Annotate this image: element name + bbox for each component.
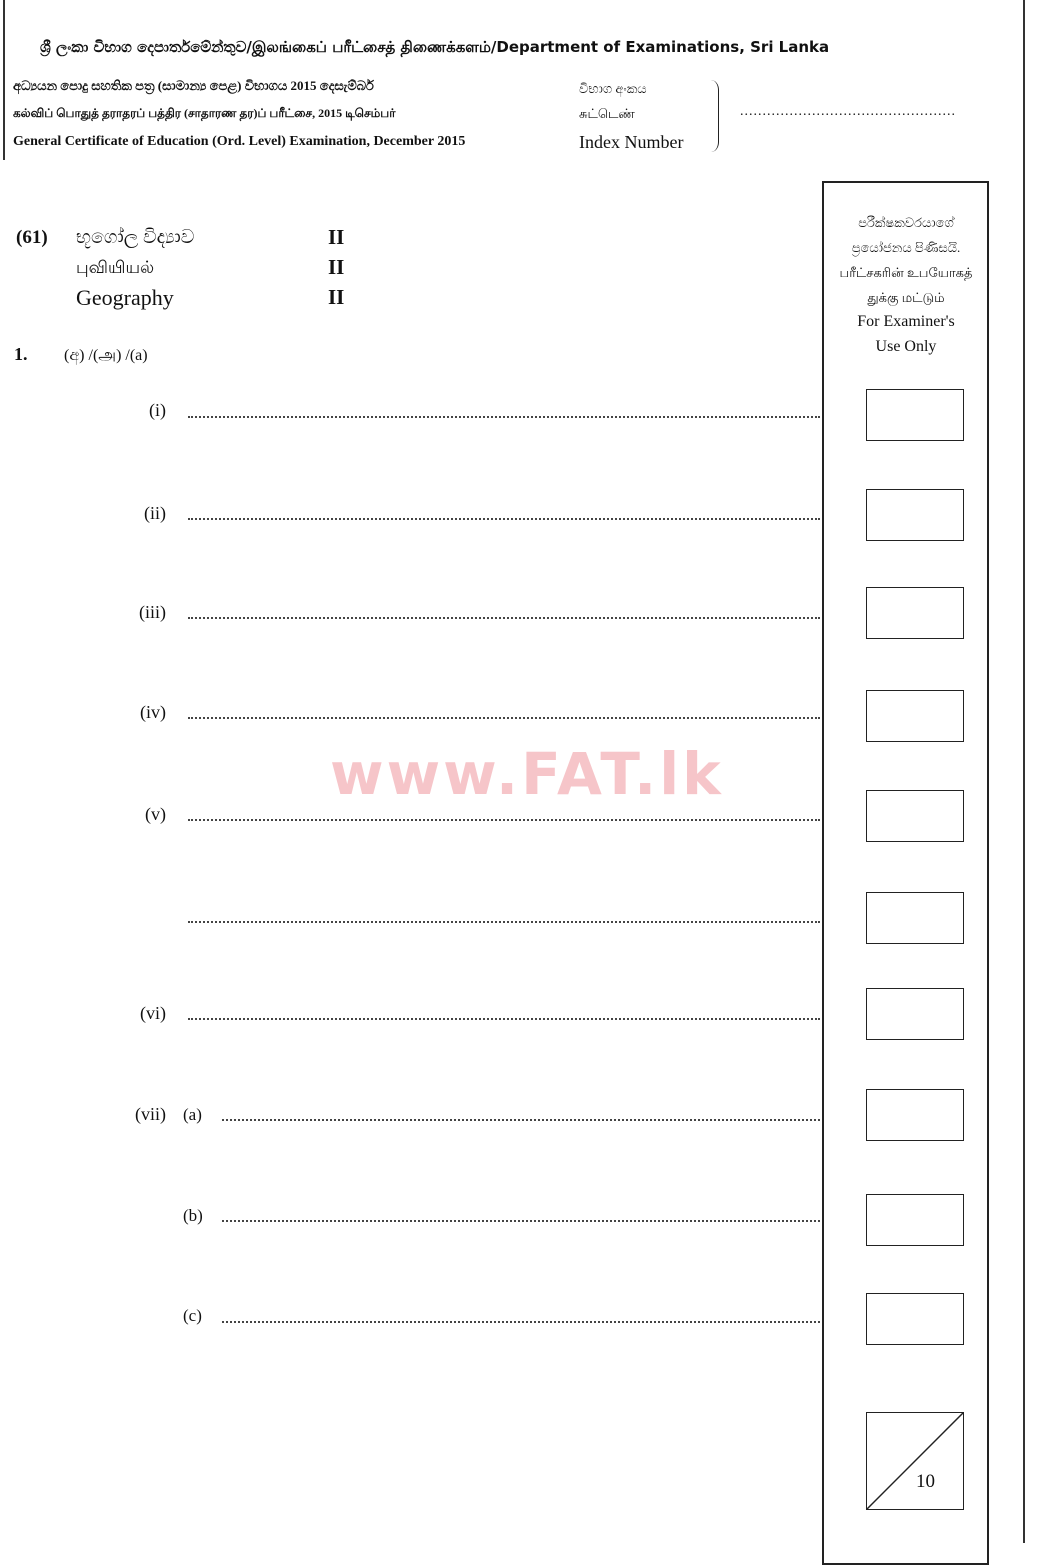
examiner-label-en-1: For Examiner's — [857, 313, 955, 330]
answer-line-i[interactable] — [188, 416, 820, 418]
watermark: www.FAT.lk — [330, 740, 724, 808]
total-marks-box[interactable] — [866, 1412, 964, 1510]
index-number-label-sinhala: විභාග අංකය — [579, 81, 647, 96]
subject-name-sinhala: භූගෝල විද්‍යාව — [76, 227, 195, 248]
examiner-label-ta-2: துக்கு மட்டும் — [867, 290, 945, 305]
right-page-border — [1023, 0, 1025, 1543]
item-label-ii: (ii) — [144, 503, 166, 523]
exam-name-english: General Certificate of Education (Ord. Level) Examination, December 2015 — [13, 134, 466, 149]
item-label-v: (v) — [145, 804, 166, 824]
answer-line-vii-c[interactable] — [222, 1321, 820, 1323]
total-marks-value: 10 — [916, 1471, 935, 1492]
question-number: 1. — [14, 344, 28, 364]
examiner-label-si-2: ප්‍රයෝජනය පිණිසයි. — [851, 240, 961, 255]
index-number-field[interactable]: ................................................ — [740, 104, 956, 119]
mark-box-vi[interactable] — [866, 988, 964, 1040]
item-label-iii: (iii) — [139, 602, 166, 622]
mark-box-vii-a[interactable] — [866, 1089, 964, 1141]
item-label-iv: (iv) — [140, 702, 166, 722]
subject-code: (61) — [16, 227, 48, 248]
mark-box-ii[interactable] — [866, 489, 964, 541]
mark-box-iii[interactable] — [866, 587, 964, 639]
department-title: ශ්‍රී ලංකා විභාග දෙපාර්තමේන්තුව/இலங்கைப் பரீட்சைத் திணைக்களம்/Department of Examinations, Sri Lanka — [40, 38, 830, 56]
subitem-label-c: (c) — [183, 1306, 202, 1325]
paper-number-english: II — [328, 285, 345, 309]
index-number-label-english: Index Number — [579, 132, 684, 152]
left-page-border — [3, 0, 5, 160]
mark-box-i[interactable] — [866, 389, 964, 441]
answer-line-v[interactable] — [188, 819, 820, 821]
exam-name-sinhala: අධ්‍යයන පොදු සහතික පත්‍ර (සාමාන්‍ය පෙළ) විභාගය 2015 දෙසැම්බර් — [13, 78, 374, 93]
subitem-label-a: (a) — [183, 1105, 202, 1124]
mark-box-v[interactable] — [866, 790, 964, 842]
item-label-i: (i) — [149, 400, 166, 420]
examiner-label-ta-1: பரீட்சகரின் உபயோகத் — [839, 265, 973, 280]
item-label-vi: (vi) — [140, 1003, 166, 1023]
exam-name-tamil: கல்விப் பொதுத் தராதரப் பத்திர (சாதாரண தர)ப் பரீட்சை, 2015 டிசெம்பர் — [13, 106, 396, 120]
mark-box-v-continued[interactable] — [866, 892, 964, 944]
answer-line-vii-a[interactable] — [222, 1119, 820, 1121]
mark-box-vii-b[interactable] — [866, 1194, 964, 1246]
index-brace — [708, 80, 719, 152]
paper-number-tamil: II — [328, 255, 345, 279]
answer-line-vi[interactable] — [188, 1018, 820, 1020]
answer-line-ii[interactable] — [188, 518, 820, 520]
index-number-label-tamil: சுட்டெண் — [579, 106, 635, 121]
answer-line-v-continued[interactable] — [188, 921, 820, 923]
mark-box-iv[interactable] — [866, 690, 964, 742]
answer-line-iv[interactable] — [188, 717, 820, 719]
item-label-vii: (vii) — [135, 1104, 166, 1124]
answer-line-iii[interactable] — [188, 617, 820, 619]
total-diagonal-line — [867, 1413, 963, 1509]
examiner-label-en-2: Use Only — [875, 338, 937, 355]
mark-box-vii-c[interactable] — [866, 1293, 964, 1345]
question-part-label: (අ) /(அ) /(a) — [64, 347, 148, 364]
subitem-label-b: (b) — [183, 1206, 203, 1225]
paper-number-sinhala: II — [328, 225, 345, 249]
answer-line-vii-b[interactable] — [222, 1220, 820, 1222]
subject-name-english: Geography — [76, 285, 174, 310]
examiner-label-si-1: පරීක්ෂකවරයාගේ — [858, 215, 954, 230]
subject-name-tamil: புவியியல் — [76, 258, 155, 277]
